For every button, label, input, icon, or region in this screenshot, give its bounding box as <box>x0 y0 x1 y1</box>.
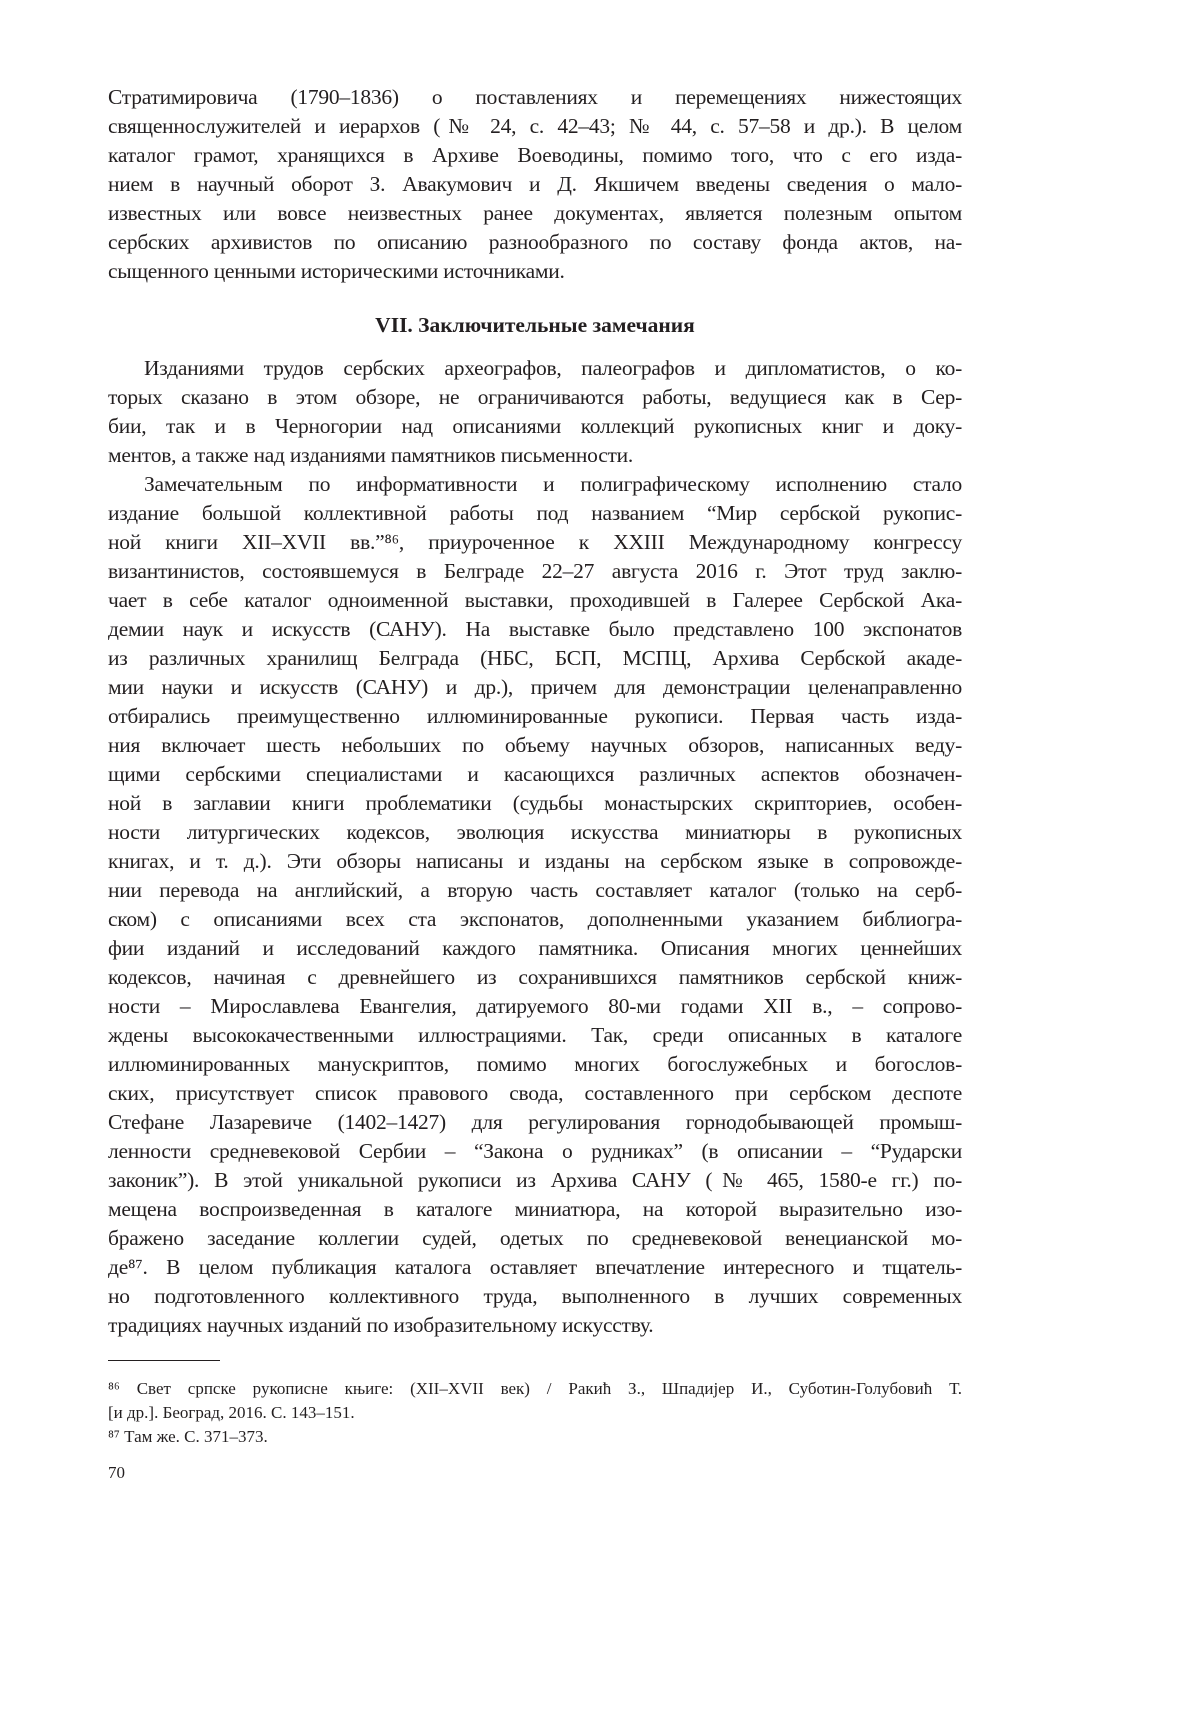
text-line: ждены высококачественными иллюстрациями. Так, среди описанных в каталоге <box>108 1021 962 1050</box>
text-line: де⁸⁷. В целом публикация каталога оставляет впечатление интересного и тщатель- <box>108 1253 962 1282</box>
text-line: ментов, а также над изданиями памятников письменности. <box>108 441 962 470</box>
text-line: ной в заглавии книги проблематики (судьбы монастырских скрипториев, особен- <box>108 789 962 818</box>
footnote-line: ⁸⁷ Там же. С. 371–373. <box>108 1425 962 1449</box>
text-line: отбирались преимущественно иллюминированные рукописи. Первая часть изда- <box>108 702 962 731</box>
text-line: ских, присутствует список правового свода, составленного при сербском деспоте <box>108 1079 962 1108</box>
text-line: законик”). В этой уникальной рукописи из Архива САНУ (№ 465, 1580-е гг.) по- <box>108 1166 962 1195</box>
text-line: торых сказано в этом обзоре, не ограничиваются работы, ведущиеся как в Сер- <box>108 383 962 412</box>
text-line: византинистов, состоявшемуся в Белграде 22–27 августа 2016 г. Этот труд заклю- <box>108 557 962 586</box>
footnote-divider <box>108 1360 220 1361</box>
text-line: традициях научных изданий по изобразительному искусству. <box>108 1311 962 1340</box>
text-line: но подготовленного коллективного труда, выполненного в лучших современных <box>108 1282 962 1311</box>
text-line: чает в себе каталог одноименной выставки, проходившей в Галерее Сербской Ака- <box>108 586 962 615</box>
text-line: издание большой коллективной работы под названием “Мир сербской рукопис- <box>108 499 962 528</box>
text-line: книгах, и т. д.). Эти обзоры написаны и изданы на сербском языке в сопровожде- <box>108 847 962 876</box>
paragraph-3 <box>108 470 962 1340</box>
text-line: кодексов, начиная с древнейшего из сохранившихся памятников сербской книж- <box>108 963 962 992</box>
text-line: ском) с описаниями всех ста экспонатов, дополненными указанием библиогра- <box>108 905 962 934</box>
text-line: нием в научный оборот З. Авакумович и Д. Якшичем введены сведения о мало- <box>108 170 962 199</box>
footnote-line: [и др.]. Београд, 2016. С. 143–151. <box>108 1401 962 1425</box>
text-line: фии изданий и исследований каждого памятника. Описания многих ценнейших <box>108 934 962 963</box>
text-line: ности – Мирославлева Евангелия, датируемого 80-ми годами XII в., – сопрово- <box>108 992 962 1021</box>
paragraph-2 <box>108 354 962 470</box>
footnotes <box>108 1377 962 1449</box>
text-line: бии, так и в Черногории над описаниями коллекций рукописных книг и доку- <box>108 412 962 441</box>
text-line: щими сербскими специалистами и касающихся различных аспектов обозначен- <box>108 760 962 789</box>
page-number: 70 <box>108 1461 125 1485</box>
text-line: ния включает шесть небольших по объему научных обзоров, написанных веду- <box>108 731 962 760</box>
text-line: мии науки и искусств (САНУ) и др.), причем для демонстрации целенаправленно <box>108 673 962 702</box>
text-line: сербских архивистов по описанию разнообразного по составу фонда актов, на- <box>108 228 962 257</box>
footnote-line: ⁸⁶ Свет српске рукописне књиге: (XII–XVII век) / Ракић З., Шпадијер И., Суботин-Голубовић Т. <box>108 1377 962 1401</box>
text-line: Изданиями трудов сербских археографов, палеографов и дипломатистов, о ко- <box>108 354 962 383</box>
text-line: священнослужителей и иерархов (№ 24, с. 42–43; № 44, с. 57–58 и др.). В целом <box>108 112 962 141</box>
text-line: ной книги XII–XVII вв.”⁸⁶, приуроченное к XXIII Международному конгрессу <box>108 528 962 557</box>
text-line: известных или вовсе неизвестных ранее документах, является полезным опытом <box>108 199 962 228</box>
text-line: Стратимировича (1790–1836) о поставлениях и перемещениях нижестоящих <box>108 83 962 112</box>
text-line: каталог грамот, хранящихся в Архиве Воеводины, помимо того, что с его изда- <box>108 141 962 170</box>
text-line: ленности средневековой Сербии – “Закона о рудниках” (в описании – “Рударски <box>108 1137 962 1166</box>
text-line: Замечательным по информативности и полиграфическому исполнению стало <box>108 470 962 499</box>
text-line: Стефане Лазаревиче (1402–1427) для регулирования горнодобывающей промыш- <box>108 1108 962 1137</box>
text-line: бражено заседание коллегии судей, одетых по средневековой венецианской мо- <box>108 1224 962 1253</box>
text-line: ности литургических кодексов, эволюция искусства миниатюры в рукописных <box>108 818 962 847</box>
section-heading: VII. Заключительные замечания <box>108 311 962 340</box>
text-line: иллюминированных манускриптов, помимо многих богослужебных и богослов- <box>108 1050 962 1079</box>
text-line: из различных хранилищ Белграда (НБС, БСП, МСПЦ, Архива Сербской акаде- <box>108 644 962 673</box>
text-line: мещена воспроизведенная в каталоге миниатюра, на которой выразительно изо- <box>108 1195 962 1224</box>
text-line: демии наук и искусств (САНУ). На выставке было представлено 100 экспонатов <box>108 615 962 644</box>
text-line: сыщенного ценными историческими источниками. <box>108 257 962 286</box>
text-line: нии перевода на английский, а вторую часть составляет каталог (только на серб- <box>108 876 962 905</box>
paragraph-1 <box>108 83 962 286</box>
